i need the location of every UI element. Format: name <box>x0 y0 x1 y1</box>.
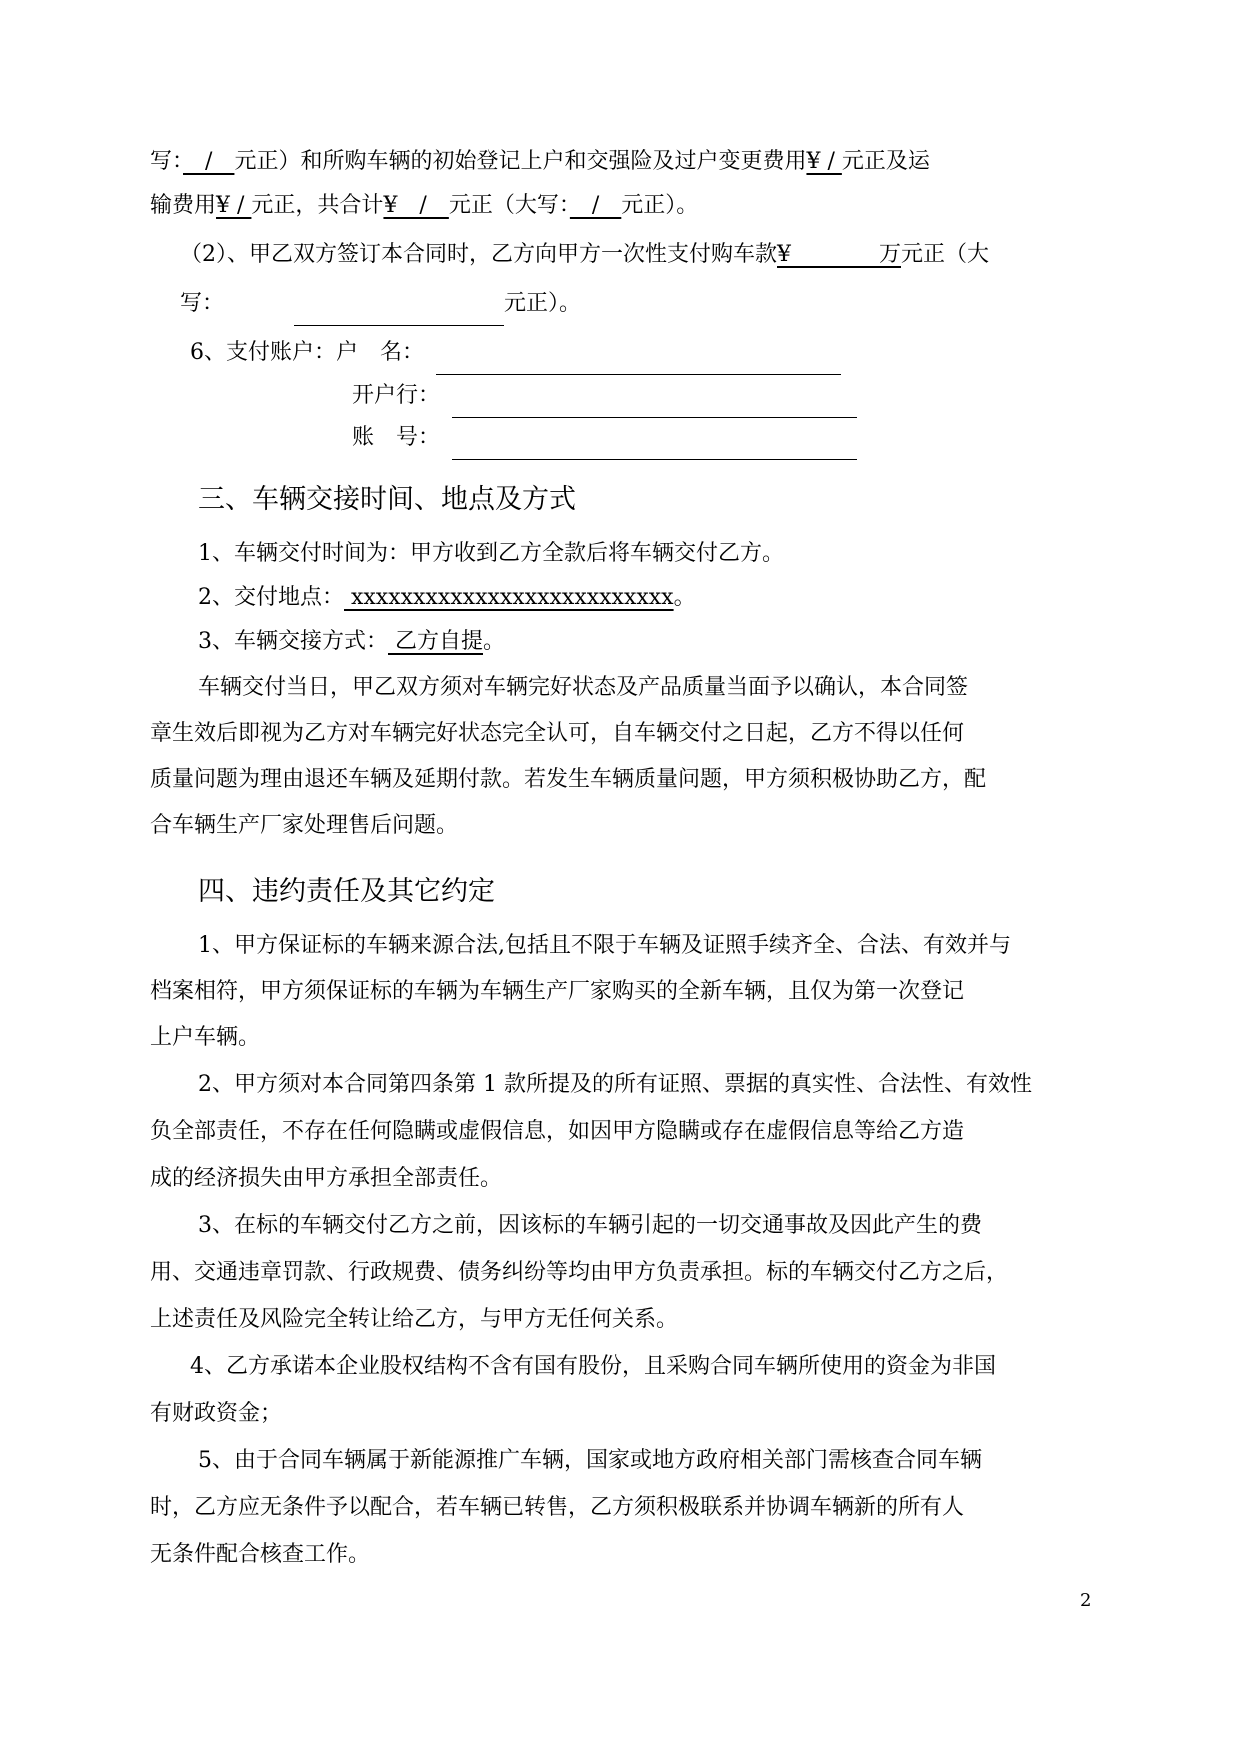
section-4-item-3: 3、在标的车辆交付乙方之前，因该标的车辆引起的一切交通事故及因此产生的费 <box>198 1213 982 1238</box>
section-3-para-line: 合车辆生产厂家处理售后问题。 <box>150 813 459 838</box>
account-bank-row <box>352 374 1240 418</box>
section-4-item-1: 1、甲方保证标的车辆来源合法,包括且不限于车辆及证照手续齐全、合法、有效并与 <box>198 933 1011 958</box>
text: 元正，共合计 <box>251 193 384 218</box>
account-name-blank <box>436 348 841 375</box>
section-4-heading: 四、违约责任及其它约定 <box>198 876 495 907</box>
text: 元正）。 <box>504 291 582 316</box>
section-4-item-5: 5、由于合同车辆属于新能源推广车辆，国家或地方政府相关部门需核查合同车辆 <box>198 1448 982 1473</box>
section-4-item-4-cont: 有财政资金； <box>150 1401 283 1426</box>
section-3-item-3 <box>198 620 1143 664</box>
text: 输费用 <box>150 193 217 218</box>
section-4-item-2: 2、甲方须对本合同第四条第 1 款所提及的所有证照、票据的真实性、合法性、有效性 <box>198 1072 1032 1097</box>
section-4-item-3-cont: 用、交通违章罚款、行政规费、债务纠纷等均由甲方负责承担。标的车辆交付乙方之后， <box>150 1260 1009 1285</box>
account-bank-label: 开户行： <box>352 383 441 408</box>
text: 元正（大写： <box>448 193 570 218</box>
section-4-item-4: 4、乙方承诺本企业股权结构不含有国有股份，且采购合同车辆所使用的资金为非国 <box>190 1354 996 1379</box>
handover-method-label: 3、车辆交接方式： <box>198 629 388 654</box>
page-number: 2 <box>1080 1590 1092 1611</box>
delivery-location-value: xxxxxxxxxxxxxxxxxxxxxxxxxx <box>344 585 674 610</box>
account-prefix: 6、支付账户： <box>190 340 336 365</box>
price-line-2 <box>150 184 1095 228</box>
account-number-label: 账 号： <box>352 425 441 450</box>
account-name-label: 户 名： <box>336 340 425 365</box>
account-number-row <box>352 416 1240 460</box>
section-3-para-line: 车辆交付当日，甲乙双方须对车辆完好状态及产品质量当面予以确认，本合同签 <box>198 675 969 700</box>
section-3-para-line: 质量问题为理由退还车辆及延期付款。若发生车辆质量问题，甲方须积极协助乙方，配 <box>150 767 987 792</box>
total-blank: ¥ / <box>383 193 449 218</box>
text: 元正）和所购车辆的初始登记上户和交强险及过户变更费用 <box>234 149 807 174</box>
amount-blank: / <box>183 149 235 174</box>
handover-method-value: 乙方自提 <box>388 629 483 654</box>
section-4-item-1-cont: 档案相符，甲方须保证标的车辆为车辆生产厂家购买的全新车辆，且仅为第一次登记 <box>150 979 965 1004</box>
text: （2）、甲乙双方签订本合同时，乙方向甲方一次性支付购车款 <box>180 242 777 267</box>
delivery-location-label: 2、交付地点： <box>198 585 344 610</box>
price-line-1 <box>150 140 1095 184</box>
transport-fee-blank: ¥ / <box>216 193 252 218</box>
capital-amount-blank <box>294 299 504 326</box>
section-3-item-2 <box>198 576 1143 620</box>
text: 元正）。 <box>621 193 699 218</box>
text: 。 <box>483 629 506 654</box>
text: 写： <box>180 291 225 316</box>
text: 元正及运 <box>841 149 930 174</box>
fee-blank: ¥ / <box>806 149 842 174</box>
text: 元正（大 <box>901 242 990 267</box>
section-3-para-line: 章生效后即视为乙方对车辆完好状态完全认可，自车辆交付之日起，乙方不得以任何 <box>150 721 965 746</box>
section-4-item-2-cont: 成的经济损失由甲方承担全部责任。 <box>150 1166 503 1191</box>
payment-clause-line-2 <box>180 282 1125 326</box>
payment-amount-blank: ¥ 万 <box>777 242 901 267</box>
section-3-heading: 三、车辆交接时间、地点及方式 <box>198 484 576 515</box>
section-4-item-5-cont: 无条件配合核查工作。 <box>150 1542 371 1567</box>
total-capital-blank: / <box>569 193 622 218</box>
section-4-item-3-cont: 上述责任及风险完全转让给乙方，与甲方无任何关系。 <box>150 1307 679 1332</box>
payment-clause-line-1 <box>180 233 1125 277</box>
account-bank-blank <box>452 391 857 418</box>
section-4-item-1-cont: 上户车辆。 <box>150 1025 261 1050</box>
section-4-item-2-cont: 负全部责任，不存在任何隐瞒或虚假信息，如因甲方隐瞒或存在虚假信息等给乙方造 <box>150 1119 965 1144</box>
section-4-item-5-cont: 时，乙方应无条件予以配合，若车辆已转售，乙方须积极联系并协调车辆新的所有人 <box>150 1495 965 1520</box>
text: 写： <box>150 149 184 174</box>
text: 。 <box>673 585 696 610</box>
account-name-row <box>190 331 1135 375</box>
section-3-item-1: 1、车辆交付时间为：甲方收到乙方全款后将车辆交付乙方。 <box>198 541 784 566</box>
account-number-blank <box>452 433 857 460</box>
